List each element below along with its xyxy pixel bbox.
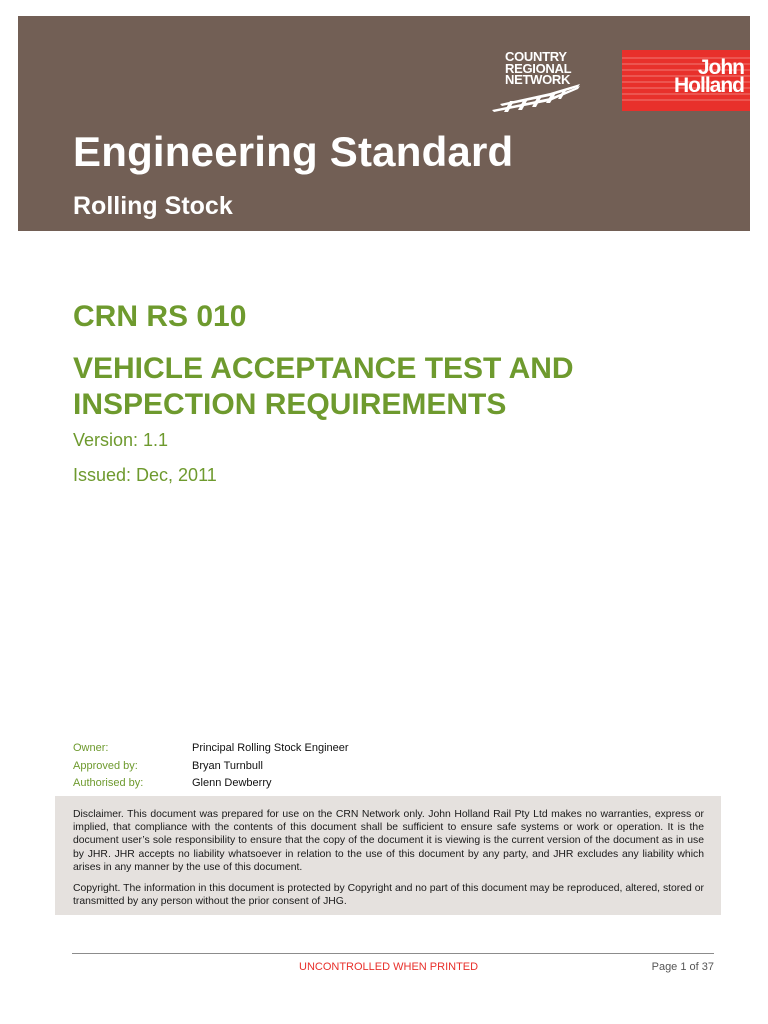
metadata-label: Authorised by: <box>73 777 144 789</box>
jh-logo-line: John <box>697 56 744 79</box>
page-number: Page 1 of 37 <box>651 961 714 973</box>
jh-logo-line: Holland <box>674 74 744 97</box>
john-holland-logo <box>622 50 750 111</box>
rail-track-icon <box>490 84 582 112</box>
crn-logo-line: COUNTRY <box>505 49 567 64</box>
metadata-label: Owner: <box>73 742 109 754</box>
document-title-line: VEHICLE ACCEPTANCE TEST AND <box>73 352 574 385</box>
document-code: CRN RS 010 <box>73 300 247 333</box>
document-title-line: INSPECTION REQUIREMENTS <box>73 388 507 421</box>
uncontrolled-notice: UNCONTROLLED WHEN PRINTED <box>299 961 479 973</box>
metadata-label: Approved by: <box>73 759 138 772</box>
cover-title: Engineering Standard <box>73 128 514 175</box>
copyright-text: Copyright. The information in this document is protected by Copyright and no part of this document may be reproduced, altered, stored or transmitted by any person without the prior consent of JHG. <box>73 883 704 908</box>
metadata-value: Bryan Turnbull <box>192 759 263 772</box>
cover-subtitle: Rolling Stock <box>73 192 233 220</box>
crn-logo-line: REGIONAL <box>505 60 572 76</box>
disclaimer-text: Disclaimer. This document was prepared for use on the CRN Network only. John Holland Rail Pty Ltd makes no warranties, express or implied, that compliance with the contents of this document shall be sufficient to ensure safe systems or work or operation. It is the document user’s sole responsibility to ensure that the copy of the document it is viewing is the current version of the document as in use by JHR. JHR accepts no liability whatsoever in relation to the use of this document by any party, and JHR excludes any liability which arises in any manner by the use of this document. <box>73 809 704 873</box>
crn-logo <box>490 50 610 130</box>
document-title <box>73 351 733 423</box>
disclaimer-box <box>55 796 721 915</box>
document-issued-date: Issued: Dec, 2011 <box>73 465 217 485</box>
metadata-value: Principal Rolling Stock Engineer <box>192 742 349 754</box>
document-version: Version: 1.1 <box>73 430 169 450</box>
metadata-value: Glenn Dewberry <box>192 777 272 789</box>
crn-logo-text <box>505 51 571 86</box>
crn-logo-line: NETWORK <box>505 72 571 87</box>
cover-header <box>18 16 750 231</box>
footer-divider <box>72 953 714 954</box>
john-holland-logo-text <box>674 56 744 97</box>
